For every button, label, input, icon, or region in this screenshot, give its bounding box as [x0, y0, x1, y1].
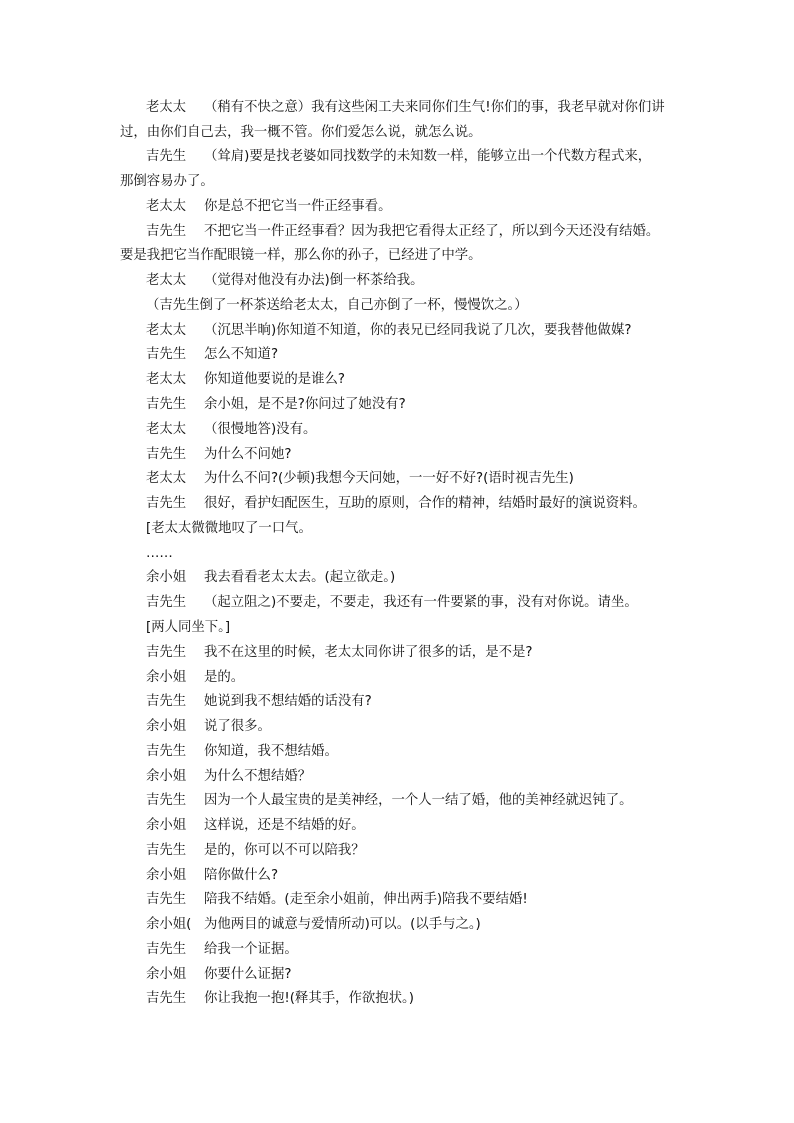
- line-text: 给我一个证据。: [204, 942, 298, 957]
- script-line: [146, 443, 706, 468]
- script-line: [146, 294, 706, 319]
- speaker-name: 吉先生: [146, 892, 187, 907]
- line-text: 她说到我不想结婚的话没有?: [204, 694, 372, 709]
- line-text: （沉思半晌)你知道不知道，你的表兄已经同我说了几次，要我替他做媒?: [204, 323, 632, 338]
- speaker-name: 吉先生: [146, 645, 187, 660]
- speaker-name: 吉先生: [146, 496, 187, 511]
- speaker-name: 余小姐: [146, 769, 187, 784]
- script-line: [146, 616, 706, 641]
- script-line: [146, 368, 706, 393]
- speaker-name: 余小姐: [146, 868, 187, 883]
- speaker-name: 老太太: [146, 422, 187, 437]
- line-text: 为什么不想结婚？: [204, 769, 312, 784]
- script-line: [146, 467, 706, 492]
- script-line: [146, 591, 706, 616]
- line-text: 说了很多。: [204, 719, 271, 734]
- line-text: （很慢地答)没有。: [204, 422, 317, 437]
- line-text: 余小姐，是不是?你问过了她没有?: [204, 397, 406, 412]
- speaker-name: 老太太: [146, 471, 187, 486]
- speaker-name: 吉先生: [146, 149, 187, 164]
- script-line: [146, 888, 706, 913]
- line-text: ……: [146, 546, 173, 561]
- line-text: 要是我把它当作配眼镜一样，那么你的孙子，已经进了中学。: [120, 248, 482, 263]
- line-text: （起立阻之)不要走，不要走，我还有一件要紧的事，没有对你说。请坐。: [204, 595, 638, 610]
- script-line: [146, 690, 706, 715]
- speaker-name: 吉先生: [146, 694, 187, 709]
- speaker-name: 吉先生: [146, 942, 187, 957]
- speaker-name: 吉先生: [146, 595, 187, 610]
- script-line: [146, 715, 706, 740]
- speaker-name: 吉先生: [146, 224, 187, 239]
- script-line: [146, 319, 706, 344]
- script-line: [146, 145, 706, 170]
- line-text: [两人同坐下。]: [146, 620, 231, 635]
- script-line: [146, 542, 706, 567]
- speaker-name: 余小姐: [146, 670, 187, 685]
- line-text: 是的。: [204, 670, 245, 685]
- speaker-name: 老太太: [146, 199, 187, 214]
- speaker-name: 吉先生: [146, 793, 187, 808]
- line-text: 我去看看老太太去。(起立欲走。): [204, 570, 396, 585]
- script-line: [146, 666, 706, 691]
- script-line: [146, 938, 706, 963]
- line-text: （觉得对他没有办法)倒一杯茶给我。: [204, 273, 424, 288]
- speaker-name: 吉先生: [146, 744, 187, 759]
- speaker-name: 余小姐: [146, 570, 187, 585]
- line-text: 你是总不把它当一件正经事看。: [204, 199, 392, 214]
- line-text: （耸肩)要是找老婆如同找数学的未知数一样，能够立出一个代数方程式来，: [204, 149, 652, 164]
- line-text: 你知道他要说的是谁么?: [204, 372, 346, 387]
- line-text: 不把它当一件正经事看？因为我把它看得太正经了，所以到今天还没有结婚。: [204, 224, 660, 239]
- script-line: [146, 789, 706, 814]
- speaker-name: 吉先生: [146, 447, 187, 462]
- script-line: [120, 170, 680, 195]
- line-text: 很好，看护妇配医生，互助的原则，合作的精神，结婚时最好的演说资料。: [204, 496, 646, 511]
- script-line: [146, 765, 706, 790]
- line-text: 你让我抱一抱!(释其手，作欲抱状。): [204, 991, 414, 1006]
- line-text: 是的，你可以不可以陪我？: [204, 843, 365, 858]
- line-text: 为他两目的诚意与爱情所动)可以。(以手与之。): [204, 917, 481, 932]
- script-line: [120, 244, 680, 269]
- script-line: [146, 963, 706, 988]
- line-text: 因为一个人最宝贵的是美神经，一个人一结了婚，他的美神经就迟钝了。: [204, 793, 633, 808]
- script-line: [146, 566, 706, 591]
- script-line: [146, 517, 706, 542]
- script-line: [146, 864, 706, 889]
- line-text: 为什么不问?(少顿)我想今天问她，一一好不好?(语时视吉先生): [204, 471, 574, 486]
- line-text: （稍有不快之意）我有这些闲工夫来同你们生气!你们的事，我老早就对你们讲: [204, 100, 665, 115]
- script-line: [146, 814, 706, 839]
- line-text: 过，由你们自己去，我一概不管。你们爱怎么说，就怎么说。: [120, 125, 482, 140]
- line-text: 为什么不问她?: [204, 447, 292, 462]
- line-text: 那倒容易办了。: [120, 174, 214, 189]
- line-text: 陪你做什么?: [204, 868, 279, 883]
- speaker-name: 老太太: [146, 273, 187, 288]
- script-line: [146, 913, 706, 938]
- speaker-name: 吉先生: [146, 843, 187, 858]
- script-line: [146, 195, 706, 220]
- line-text: 这样说，还是不结婚的好。: [204, 818, 365, 833]
- script-line: [146, 987, 706, 1012]
- line-text: 怎么不知道?: [204, 347, 279, 362]
- line-text: [老太太微微地叹了一口气。: [146, 521, 312, 536]
- script-line: [146, 839, 706, 864]
- line-text: （吉先生倒了一杯茶送给老太太，自己亦倒了一杯，慢慢饮之。）: [146, 298, 528, 313]
- speaker-name: 余小姐: [146, 719, 187, 734]
- speaker-name: 吉先生: [146, 991, 187, 1006]
- line-text: 你要什么证据?: [204, 967, 292, 982]
- line-text: 陪我不结婚。(走至余小姐前，伸出两手)陪我不要结婚!: [204, 892, 528, 907]
- script-line: [146, 96, 706, 121]
- script-line: [146, 220, 706, 245]
- script-line: [146, 740, 706, 765]
- script-line: [146, 641, 706, 666]
- speaker-name: 余小姐(: [146, 917, 192, 932]
- speaker-name: 吉先生: [146, 347, 187, 362]
- speaker-name: 老太太: [146, 323, 187, 338]
- script-line: [146, 492, 706, 517]
- line-text: 你知道，我不想结婚。: [204, 744, 338, 759]
- script-line: [146, 269, 706, 294]
- script-line: [146, 343, 706, 368]
- script-line: [146, 393, 706, 418]
- speaker-name: 余小姐: [146, 967, 187, 982]
- speaker-name: 吉先生: [146, 397, 187, 412]
- script-line: [120, 121, 680, 146]
- speaker-name: 老太太: [146, 100, 187, 115]
- script-line: [146, 418, 706, 443]
- speaker-name: 老太太: [146, 372, 187, 387]
- line-text: 我不在这里的时候，老太太同你讲了很多的话，是不是?: [204, 645, 533, 660]
- speaker-name: 余小姐: [146, 818, 187, 833]
